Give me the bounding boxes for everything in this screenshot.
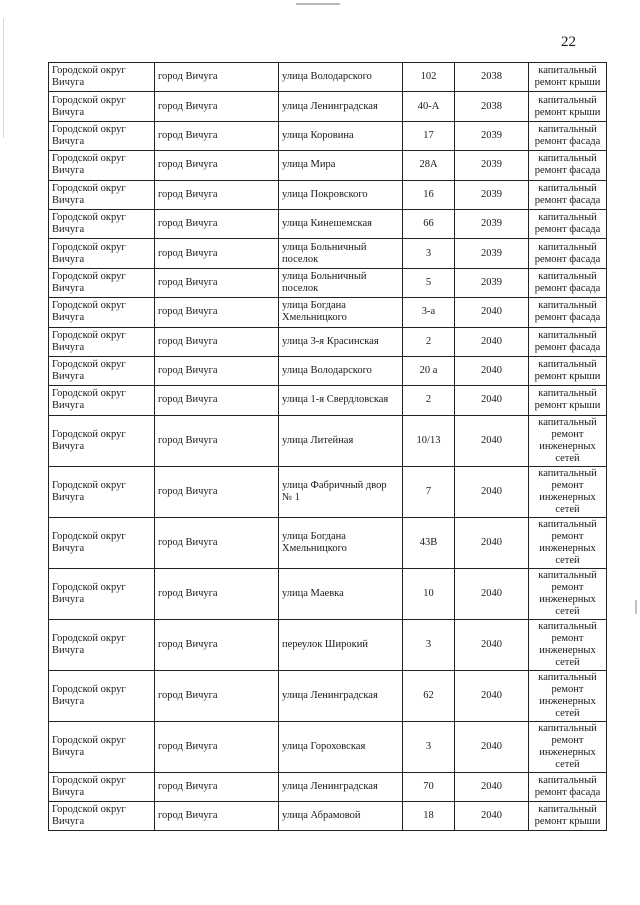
table-row — [49, 92, 607, 121]
table-row — [49, 121, 607, 150]
cell-house-number: 20 а — [403, 356, 455, 385]
cell-house-number: 66 — [403, 209, 455, 238]
cell-okrug: Городской округ Вичуга — [49, 802, 155, 831]
cell-city: город Вичуга — [155, 517, 279, 568]
cell-street: улица Мира — [279, 151, 403, 180]
cell-street: улица Абрамовой — [279, 802, 403, 831]
cell-work-type: капитальный ремонт инженерных сетей — [529, 619, 607, 670]
cell-house-number: 3 — [403, 239, 455, 268]
cell-house-number: 102 — [403, 63, 455, 92]
cell-house-number: 3 — [403, 619, 455, 670]
cell-city: город Вичуга — [155, 386, 279, 415]
cell-street: улица Маевка — [279, 568, 403, 619]
cell-house-number: 7 — [403, 466, 455, 517]
cell-city: город Вичуга — [155, 327, 279, 356]
cell-work-type: капитальный ремонт фасада — [529, 180, 607, 209]
cell-year: 2039 — [455, 151, 529, 180]
cell-work-type: капитальный ремонт фасада — [529, 239, 607, 268]
cell-city: город Вичуга — [155, 92, 279, 121]
cell-work-type: капитальный ремонт инженерных сетей — [529, 721, 607, 772]
cell-street: улица Литейная — [279, 415, 403, 466]
cell-year: 2039 — [455, 209, 529, 238]
cell-city: город Вичуга — [155, 356, 279, 385]
cell-city: город Вичуга — [155, 298, 279, 327]
table-row — [49, 721, 607, 772]
cell-city: город Вичуга — [155, 151, 279, 180]
cell-street: улица Коровина — [279, 121, 403, 150]
cell-work-type: капитальный ремонт фасада — [529, 121, 607, 150]
cell-okrug: Городской округ Вичуга — [49, 772, 155, 801]
cell-year: 2040 — [455, 327, 529, 356]
cell-city: город Вичуга — [155, 121, 279, 150]
cell-city: город Вичуга — [155, 415, 279, 466]
cell-street: улица Гороховская — [279, 721, 403, 772]
cell-house-number: 28А — [403, 151, 455, 180]
cell-okrug: Городской округ Вичуга — [49, 298, 155, 327]
cell-year: 2039 — [455, 239, 529, 268]
cell-work-type: капитальный ремонт фасада — [529, 298, 607, 327]
table-row — [49, 802, 607, 831]
cell-okrug: Городской округ Вичуга — [49, 386, 155, 415]
cell-year: 2040 — [455, 721, 529, 772]
cell-okrug: Городской округ Вичуга — [49, 517, 155, 568]
cell-okrug: Городской округ Вичуга — [49, 619, 155, 670]
scan-artifact-right — [635, 600, 637, 614]
table-row — [49, 415, 607, 466]
cell-city: город Вичуга — [155, 180, 279, 209]
cell-city: город Вичуга — [155, 239, 279, 268]
cell-work-type: капитальный ремонт фасада — [529, 151, 607, 180]
table-row — [49, 209, 607, 238]
cell-okrug: Городской округ Вичуга — [49, 239, 155, 268]
cell-house-number: 18 — [403, 802, 455, 831]
cell-city: город Вичуга — [155, 772, 279, 801]
cell-work-type: капитальный ремонт фасада — [529, 772, 607, 801]
cell-house-number: 10/13 — [403, 415, 455, 466]
cell-work-type: капитальный ремонт инженерных сетей — [529, 517, 607, 568]
cell-year: 2040 — [455, 466, 529, 517]
cell-house-number: 5 — [403, 268, 455, 297]
cell-work-type: капитальный ремонт крыши — [529, 802, 607, 831]
cell-house-number: 2 — [403, 386, 455, 415]
table-row — [49, 239, 607, 268]
table-row — [49, 466, 607, 517]
cell-city: город Вичуга — [155, 670, 279, 721]
cell-okrug: Городской округ Вичуга — [49, 63, 155, 92]
page-number: 22 — [561, 34, 576, 50]
cell-work-type: капитальный ремонт инженерных сетей — [529, 670, 607, 721]
table-row — [49, 63, 607, 92]
cell-year: 2039 — [455, 268, 529, 297]
cell-work-type: капитальный ремонт инженерных сетей — [529, 466, 607, 517]
cell-city: город Вичуга — [155, 63, 279, 92]
cell-street: улица Ленинградская — [279, 92, 403, 121]
cell-work-type: капитальный ремонт фасада — [529, 268, 607, 297]
cell-work-type: капитальный ремонт фасада — [529, 327, 607, 356]
cell-work-type: капитальный ремонт крыши — [529, 63, 607, 92]
cell-city: город Вичуга — [155, 619, 279, 670]
cell-city: город Вичуга — [155, 568, 279, 619]
cell-year: 2039 — [455, 180, 529, 209]
cell-house-number: 40-А — [403, 92, 455, 121]
cell-year: 2040 — [455, 415, 529, 466]
cell-house-number: 62 — [403, 670, 455, 721]
cell-okrug: Городской округ Вичуга — [49, 466, 155, 517]
cell-year: 2040 — [455, 670, 529, 721]
cell-work-type: капитальный ремонт крыши — [529, 386, 607, 415]
repair-schedule-table — [48, 62, 607, 831]
table-row — [49, 386, 607, 415]
cell-street: улица Больничный поселок — [279, 268, 403, 297]
cell-okrug: Городской округ Вичуга — [49, 268, 155, 297]
cell-city: город Вичуга — [155, 209, 279, 238]
table-row — [49, 151, 607, 180]
cell-house-number: 3-а — [403, 298, 455, 327]
cell-year: 2040 — [455, 568, 529, 619]
cell-house-number: 17 — [403, 121, 455, 150]
cell-street: улица Покровского — [279, 180, 403, 209]
cell-street: улица Володарского — [279, 63, 403, 92]
cell-year: 2038 — [455, 92, 529, 121]
cell-house-number: 10 — [403, 568, 455, 619]
cell-street: улица Фабричный двор № 1 — [279, 466, 403, 517]
cell-house-number: 43В — [403, 517, 455, 568]
cell-work-type: капитальный ремонт фасада — [529, 209, 607, 238]
cell-city: город Вичуга — [155, 802, 279, 831]
cell-street: улица 1-я Свердловская — [279, 386, 403, 415]
table-row — [49, 298, 607, 327]
cell-year: 2039 — [455, 121, 529, 150]
cell-work-type: капитальный ремонт крыши — [529, 356, 607, 385]
cell-okrug: Городской округ Вичуга — [49, 415, 155, 466]
cell-okrug: Городской округ Вичуга — [49, 180, 155, 209]
cell-okrug: Городской округ Вичуга — [49, 121, 155, 150]
cell-street: улица Ленинградская — [279, 772, 403, 801]
table-row — [49, 517, 607, 568]
cell-okrug: Городской округ Вичуга — [49, 356, 155, 385]
table-row — [49, 180, 607, 209]
cell-house-number: 70 — [403, 772, 455, 801]
cell-year: 2040 — [455, 772, 529, 801]
cell-okrug: Городской округ Вичуга — [49, 670, 155, 721]
cell-year: 2040 — [455, 298, 529, 327]
cell-street: улица Володарского — [279, 356, 403, 385]
cell-work-type: капитальный ремонт крыши — [529, 92, 607, 121]
cell-okrug: Городской округ Вичуга — [49, 92, 155, 121]
scan-artifact-left — [3, 18, 4, 138]
cell-year: 2040 — [455, 619, 529, 670]
table-row — [49, 772, 607, 801]
table-body — [49, 63, 607, 831]
cell-year: 2038 — [455, 63, 529, 92]
cell-okrug: Городской округ Вичуга — [49, 209, 155, 238]
cell-okrug: Городской округ Вичуга — [49, 568, 155, 619]
cell-year: 2040 — [455, 386, 529, 415]
cell-house-number: 3 — [403, 721, 455, 772]
cell-okrug: Городской округ Вичуга — [49, 327, 155, 356]
cell-year: 2040 — [455, 802, 529, 831]
cell-city: город Вичуга — [155, 268, 279, 297]
table-row — [49, 268, 607, 297]
scan-artifact-top — [296, 3, 340, 5]
cell-year: 2040 — [455, 356, 529, 385]
cell-okrug: Городской округ Вичуга — [49, 721, 155, 772]
cell-street: улица 3-я Красинская — [279, 327, 403, 356]
cell-work-type: капитальный ремонт инженерных сетей — [529, 568, 607, 619]
table-row — [49, 356, 607, 385]
table-row — [49, 619, 607, 670]
cell-year: 2040 — [455, 517, 529, 568]
cell-city: город Вичуга — [155, 466, 279, 517]
cell-house-number: 2 — [403, 327, 455, 356]
cell-house-number: 16 — [403, 180, 455, 209]
cell-street: улица Богдана Хмельницкого — [279, 517, 403, 568]
cell-city: город Вичуга — [155, 721, 279, 772]
cell-street: улица Кинешемская — [279, 209, 403, 238]
cell-work-type: капитальный ремонт инженерных сетей — [529, 415, 607, 466]
table-row — [49, 327, 607, 356]
cell-street: улица Больничный поселок — [279, 239, 403, 268]
cell-street: улица Богдана Хмельницкого — [279, 298, 403, 327]
cell-okrug: Городской округ Вичуга — [49, 151, 155, 180]
cell-street: переулок Широкий — [279, 619, 403, 670]
table-row — [49, 568, 607, 619]
table-row — [49, 670, 607, 721]
cell-street: улица Ленинградская — [279, 670, 403, 721]
